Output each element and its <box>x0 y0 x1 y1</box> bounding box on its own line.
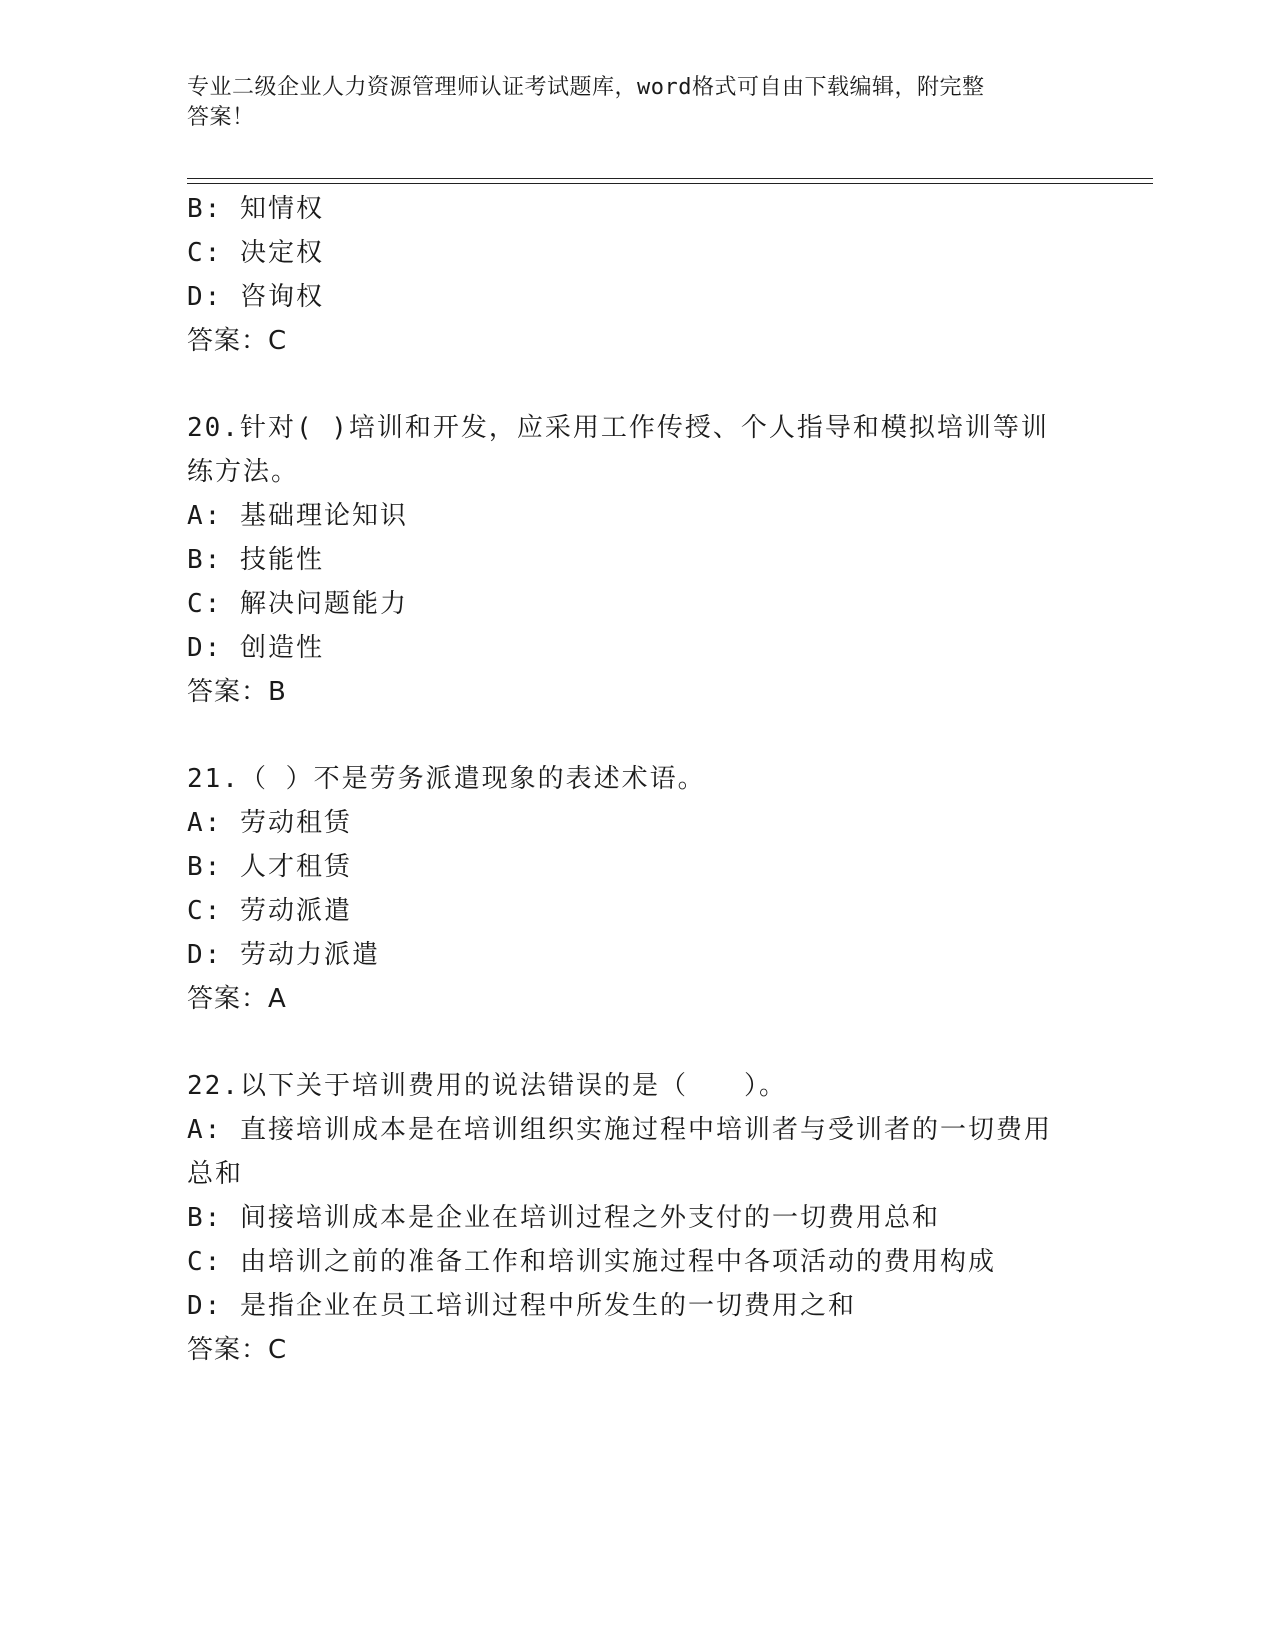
q21-stem-line-1: 21.（ ）不是劳务派遣现象的表述术语。 <box>187 764 706 794</box>
q20-stem-line-1: 20.针对( )培训和开发，应采用工作传授、个人指导和模拟培训等训 <box>187 413 1049 443</box>
q21-option-b: B: 人才租赁 <box>187 852 352 882</box>
q22-option-c: C: 由培训之前的准备工作和培训实施过程中各项活动的费用构成 <box>187 1247 996 1277</box>
q22-answer: 答案：C <box>187 1335 288 1365</box>
q20-option-c: C: 解决问题能力 <box>187 589 408 619</box>
header-line-1: 专业二级企业人力资源管理师认证考试题库，word格式可自由下载编辑，附完整 <box>187 75 985 100</box>
q19-option-b: B: 知情权 <box>187 194 324 224</box>
header-line-2: 答案！ <box>187 105 255 130</box>
q21-option-d: D: 劳动力派遣 <box>187 940 380 970</box>
q22-option-a-cont: 总和 <box>187 1159 244 1189</box>
q20-answer: 答案：B <box>187 677 287 707</box>
q19-answer: 答案：C <box>187 326 288 356</box>
page-header <box>187 73 1067 133</box>
q21-option-a: A: 劳动租赁 <box>187 808 352 838</box>
q21-answer: 答案：A <box>187 984 287 1014</box>
q22-option-a: A: 直接培训成本是在培训组织实施过程中培训者与受训者的一切费用 <box>187 1115 1052 1145</box>
q19-option-d: D: 咨询权 <box>187 282 324 312</box>
q20-option-d: D: 创造性 <box>187 633 324 663</box>
q21-option-c: C: 劳动派遣 <box>187 896 352 926</box>
q20-option-a: A: 基础理论知识 <box>187 501 408 531</box>
header-rule-bottom <box>187 183 1153 184</box>
q22-stem-line-1: 22.以下关于培训费用的说法错误的是（ ）。 <box>187 1071 787 1101</box>
q20-option-b: B: 技能性 <box>187 545 324 575</box>
q22-option-d: D: 是指企业在员工培训过程中所发生的一切费用之和 <box>187 1291 856 1321</box>
q19-option-c: C: 决定权 <box>187 238 324 268</box>
q22-option-b: B: 间接培训成本是企业在培训过程之外支付的一切费用总和 <box>187 1203 940 1233</box>
header-rule-top <box>187 178 1153 179</box>
q20-stem-line-2: 练方法。 <box>187 457 300 487</box>
